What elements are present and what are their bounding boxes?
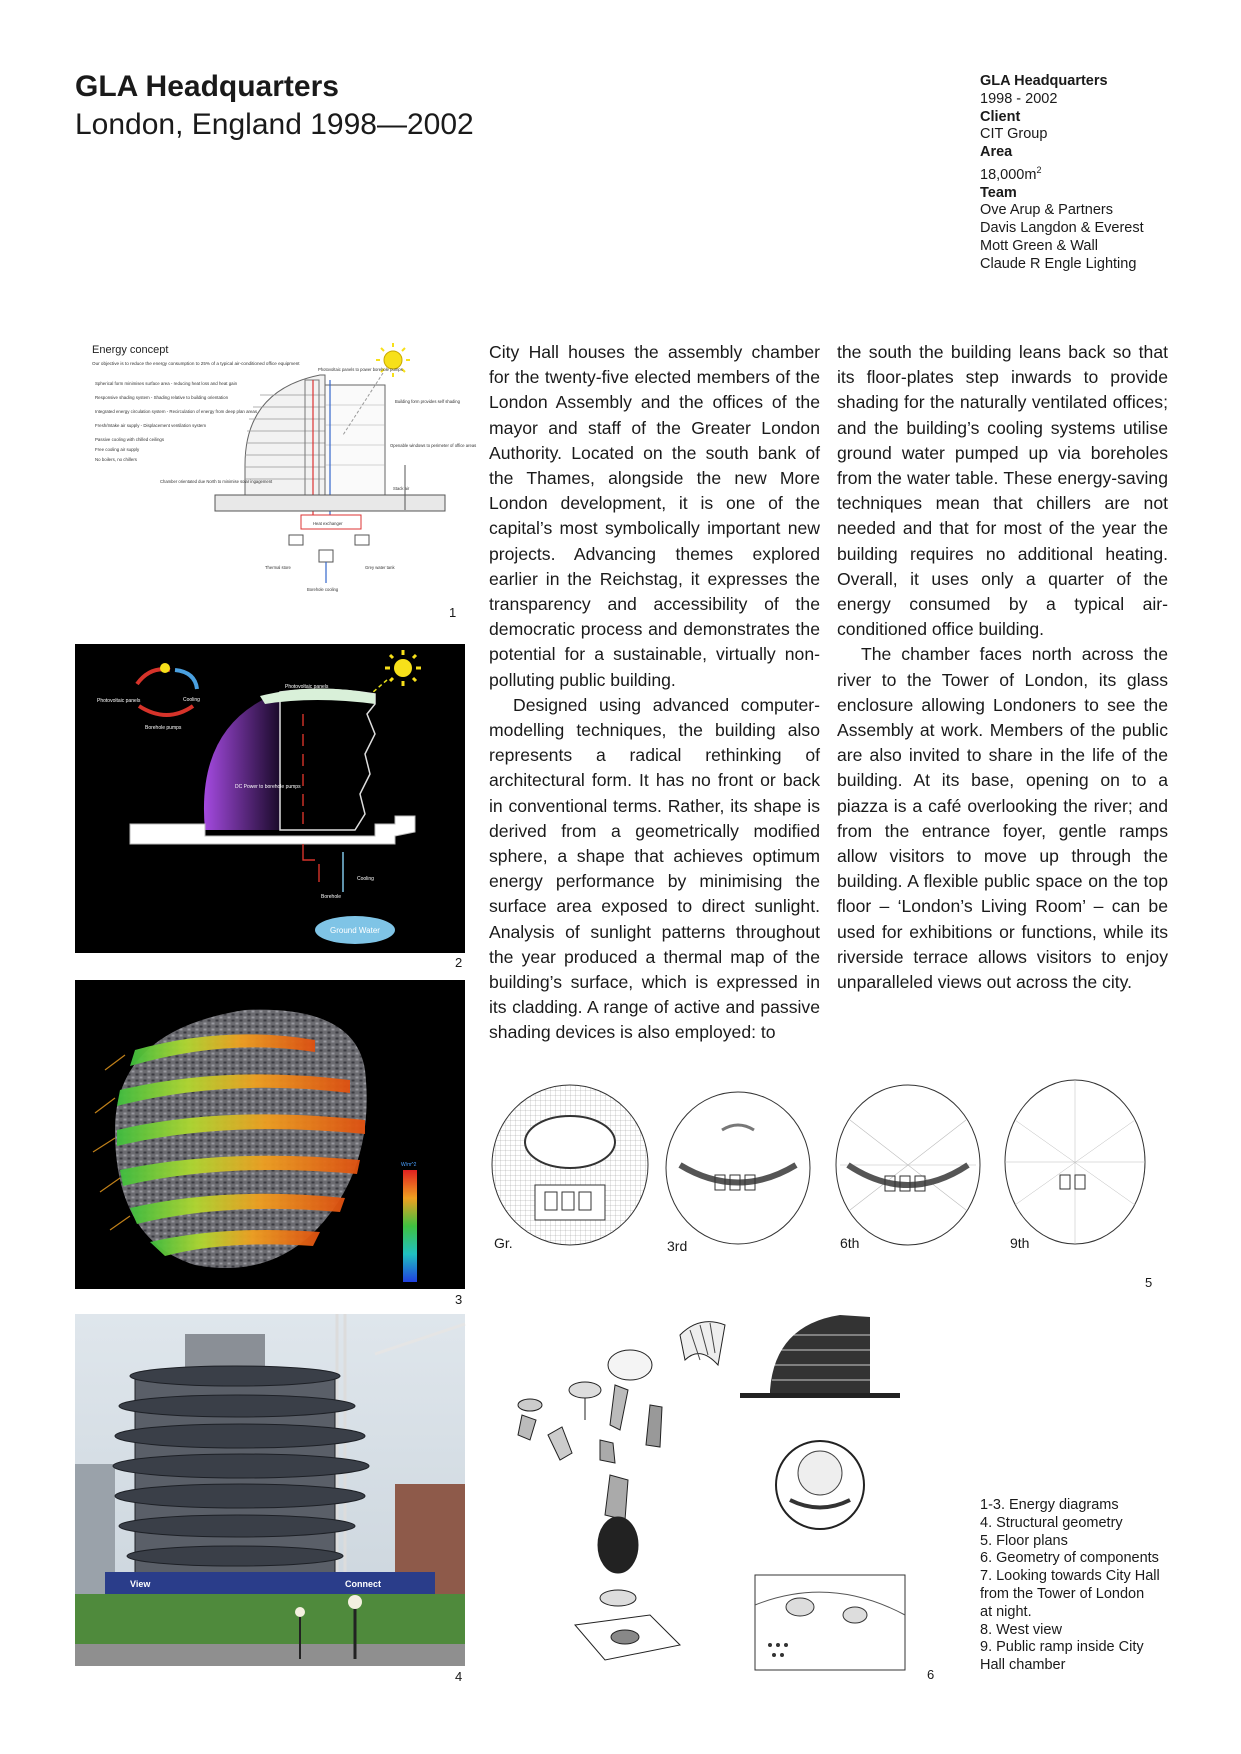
floor-plan-label: 3rd: [667, 1238, 688, 1254]
figure-6-components: [500, 1315, 960, 1675]
figure-5-floor-plans: [490, 1080, 1170, 1255]
fig2-cycle-label: Cooling: [183, 697, 200, 703]
floor-plan-label: 9th: [1010, 1235, 1030, 1251]
floor-plan-ground: [492, 1085, 648, 1245]
fig2-label: DC Power to borehole pumps: [235, 784, 301, 790]
fig1-bullet: Fresh/Intake air supply - Displacement ventilation system: [95, 423, 207, 428]
page-title: GLA Headquarters: [75, 70, 339, 103]
meta-project-label: GLA Headquarters: [980, 73, 1108, 89]
body-paragraph: The chamber faces north across the river to the Tower of London, its glass enclosure allowing Londoners to see the Assembly at work. Members of the public are also invited to share in the life of the building. At its base, opening on to a piazza is a café overlooking the river; and from the entrance foyer, gentle ramps allow visitors to move up through the building. A flexible public space on the top floor – ‘London’s Living Room’ – can be used for exhibitions or functions, while its riverside terrace allows visitors to enjoy unparalleled views out across the city.: [837, 644, 1168, 993]
figure-number: 3: [455, 1292, 463, 1307]
body-paragraph: the south the building leans back so that its floor-plates step inwards to provide shading for the naturally ventilated offices; and the building’s cooling systems utilise ground water pumped up via boreholes from the water table. These energy-saving techniques mean that chillers are not needed and that for most of the year the building requires no additional heating. Overall, it uses only a quarter of the energy consumed by a typical air-conditioned office building.: [837, 342, 1168, 640]
fig1-label: Heat exchanger: [313, 521, 343, 526]
body-paragraph: City Hall houses the assembly chamber for the twenty-five elected members of the London Assembly and the offices of the mayor and staff of the Greater London Authority. Located on the south bank of the Thames, alongside the new More London development, it is one of the capital’s most symbolically important new projects. Advancing themes explored earlier in the Reichstag, it expresses the transparency and accessibility of the democratic process and demonstrates the potential for a sustainable, virtually non-polluting public building.: [489, 342, 820, 690]
fig2-label: Ground Water: [330, 926, 380, 935]
fig1-label: Borehole cooling: [307, 587, 339, 592]
meta-client-label: Client: [980, 108, 1021, 125]
caption-line: 4. Structural geometry: [980, 1514, 1123, 1531]
fig1-label: Chamber orientated due North to minimise solar ingagement: [160, 479, 273, 484]
figure-captions: [980, 1497, 1160, 1675]
fig1-label: Thermal store: [265, 565, 291, 570]
floor-plan-6th: [836, 1085, 980, 1245]
figure-4-construction-photo: [75, 1314, 465, 1666]
figure-number: 5: [1145, 1275, 1153, 1290]
figure-2-energy-diagram: [75, 644, 465, 953]
body-paragraph: Designed using advanced computer-modelling techniques, the building also represents a radical rethinking of architectural form. It has no front or back in conventional terms. Rather, its shape is derived from a geometrically modified sphere, a shape that achieves optimum energy performance by minimising the surface area exposed to direct sunlight. Analysis of sunlight patterns throughout the year produced a thermal map of the building’s surface, which is expressed in its cladding. A range of active and passive shading devices is also employed: to: [489, 694, 820, 1043]
page-subtitle: London, England 1998—2002: [75, 108, 474, 141]
figure-number: 2: [455, 955, 463, 970]
meta-team-label: Team: [980, 184, 1017, 201]
fig1-bullet: Integrated energy circulation system - Recirculation of energy from deep plan areas: [95, 409, 258, 414]
caption-line: Hall chamber: [980, 1657, 1066, 1674]
caption-line: 5. Floor plans: [980, 1532, 1068, 1549]
figure-number: 4: [455, 1669, 463, 1684]
fig6-plan: [776, 1441, 864, 1529]
fig4-hoarding-text: View: [130, 1579, 151, 1589]
fig1-bullet: Responsive shading system - Shading relative to building orientation: [95, 395, 229, 400]
project-metadata: [980, 73, 1144, 274]
caption-line: at night.: [980, 1603, 1032, 1620]
meta-team-member: Claude R Engle Lighting: [980, 255, 1137, 272]
body-column-1: [489, 340, 820, 1046]
fig2-label: Cooling: [357, 876, 374, 882]
fig1-bullet: Free cooling air supply: [95, 447, 140, 452]
fig3-legend-title: W/m^2: [401, 1162, 417, 1168]
fig2-cycle-label: Borehole pumps: [145, 725, 182, 731]
fig1-label: Openable windows to perimeter of office areas: [390, 443, 477, 448]
fig2-label: Borehole: [321, 894, 342, 900]
figure-number: 1: [449, 605, 457, 620]
floor-plan-9th: [1005, 1080, 1145, 1244]
floor-plan-label: Gr.: [494, 1235, 513, 1251]
fig1-bullet: Passive cooling with chilled ceilings: [95, 437, 165, 442]
fig1-bullet: Spherical form minimises surface area - reducing heat loss and heat gain: [95, 381, 238, 386]
caption-line: 1-3. Energy diagrams: [980, 1497, 1119, 1513]
meta-team-member: Mott Green & Wall: [980, 238, 1098, 254]
caption-line: 8. West view: [980, 1621, 1062, 1638]
caption-line: 9. Public ramp inside City: [980, 1639, 1144, 1656]
meta-area: [980, 162, 1144, 185]
fig1-heading: Energy concept: [92, 344, 169, 356]
fig4-hoarding-text: Connect: [345, 1579, 381, 1589]
meta-team-member: Davis Langdon & Everest: [980, 220, 1144, 237]
caption-line: 7. Looking towards City Hall: [980, 1568, 1160, 1585]
meta-project-dates: 1998 - 2002: [980, 90, 1058, 107]
fig6-section: [740, 1315, 900, 1398]
fig3-color-legend: [403, 1170, 417, 1282]
figure-number: 6: [927, 1667, 935, 1682]
caption-line: from the Tower of London: [980, 1585, 1145, 1602]
figure-1-energy-concept: [75, 335, 477, 605]
fig2-label: Photovoltaic panels: [285, 684, 329, 690]
meta-area-value: 18,000m: [980, 166, 1037, 183]
fig1-bullet: No boilers, no chillers: [95, 457, 137, 462]
floor-plan-3rd: [666, 1092, 810, 1244]
fig1-label: Photovoltaic panels to power borehole pumps: [318, 367, 403, 372]
caption-line: 6. Geometry of components: [980, 1550, 1159, 1567]
fig6-site-plan: [755, 1575, 905, 1670]
meta-area-unit: 2: [1036, 164, 1042, 175]
floor-plan-label: 6th: [840, 1235, 860, 1251]
fig1-label: Building form provides self shading: [395, 399, 460, 404]
fig2-cycle-label: Photovoltaic panels: [97, 698, 141, 704]
fig1-label: Stack air: [393, 486, 410, 491]
meta-area-label: Area: [980, 144, 1013, 161]
meta-client: CIT Group: [980, 126, 1048, 143]
meta-team-member: Ove Arup & Partners: [980, 202, 1113, 219]
fig1-intro: Our objective is to reduce the energy consumption to 25% of a typical air-conditioned office equipment: [92, 361, 300, 366]
figure-3-solar-analysis: [75, 980, 465, 1289]
body-column-2: [837, 340, 1168, 995]
fig1-label: Grey water tank: [365, 565, 395, 570]
